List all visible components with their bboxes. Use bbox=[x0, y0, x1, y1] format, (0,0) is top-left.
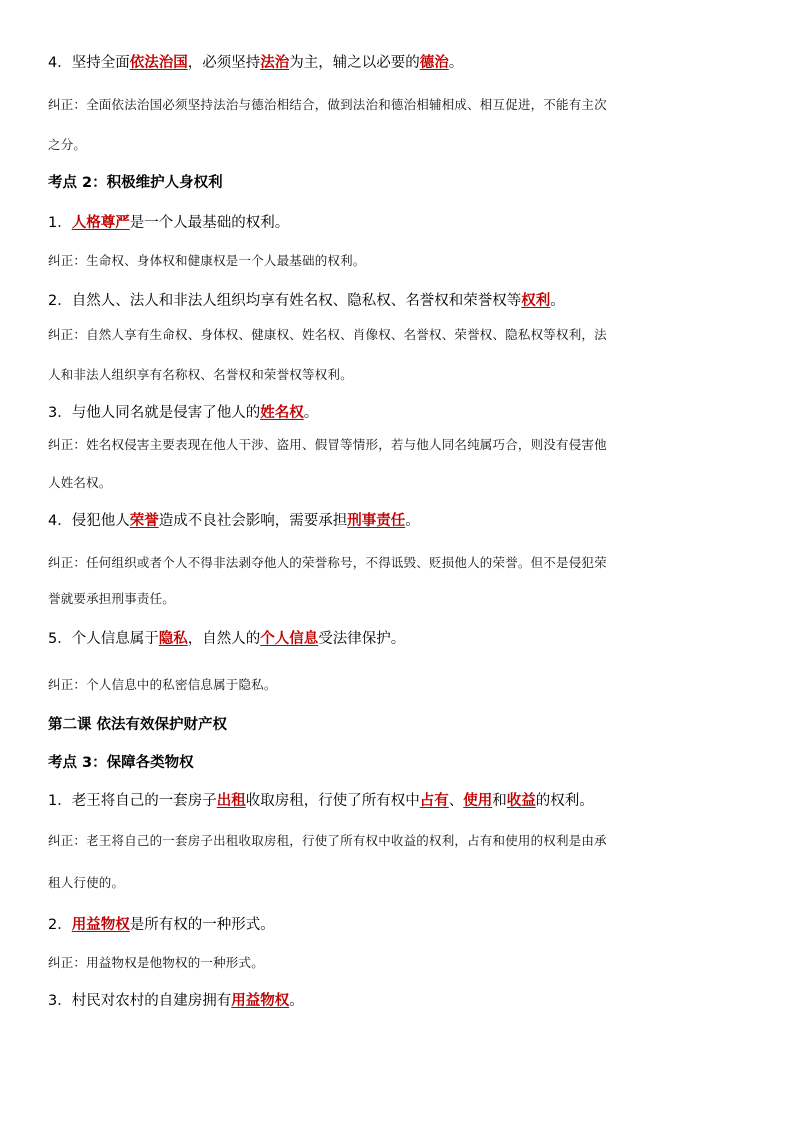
correction-line: 纠正：任何组织或者个人不得非法剥夺他人的荣誉称号，不得诋毁、贬损他人的荣誉。但不是侵犯荣 bbox=[48, 555, 607, 570]
statement-text: 4．坚持全面 bbox=[48, 55, 130, 71]
statement-text: 3．与他人同名就是侵害了他人的 bbox=[48, 405, 261, 421]
keyword-highlight: 姓名权 bbox=[260, 405, 304, 421]
keyword-highlight: 法治 bbox=[260, 55, 290, 71]
keyword-highlight: 隐私 bbox=[158, 631, 188, 647]
statement-text: 5．个人信息属于 bbox=[48, 631, 159, 647]
correction-line: 纠正：老王将自己的一套房子出租收取房租，行使了所有权中收益的权利，占有和使用的权利是由承 bbox=[48, 833, 607, 848]
keyword-highlight: 出租 bbox=[216, 793, 246, 809]
statement-text: 造成不良社会影响，需要承担 bbox=[158, 513, 348, 529]
statement-text: 是所有权的一种形式。 bbox=[129, 917, 275, 933]
statement-text: 收取房租，行使了所有权中 bbox=[245, 793, 420, 809]
keyword-highlight: 收益 bbox=[506, 793, 536, 809]
keyword-highlight: 权利 bbox=[521, 293, 551, 309]
statement-text: 。 bbox=[303, 405, 319, 421]
statement-text: 3．村民对农村的自建房拥有 bbox=[48, 993, 232, 1009]
correction-line: 纠正：全面依法治国必须坚持法治与德治相结合，做到法治和德治相辅相成、相互促进，不能有主次 bbox=[48, 97, 607, 112]
statement-text: 1． bbox=[48, 215, 72, 231]
correction-line: 纠正：姓名权侵害主要表现在他人干涉、盗用、假冒等情形，若与他人同名纯属巧合，则没有侵害他 bbox=[48, 437, 607, 452]
keyword-highlight: 用益物权 bbox=[231, 993, 290, 1009]
statement-text: 受法律保护。 bbox=[318, 631, 406, 647]
statement-text: 。 bbox=[405, 513, 420, 529]
keyword-highlight: 依法治国 bbox=[129, 55, 188, 71]
statement-text: 、 bbox=[448, 793, 464, 809]
keyword-highlight: 刑事责任 bbox=[347, 513, 406, 529]
correction-line: 纠正：个人信息中的私密信息属于隐私。 bbox=[48, 677, 277, 692]
statement-text: 。 bbox=[550, 293, 565, 309]
section-heading: 第二课 依法有效保护财产权 bbox=[48, 717, 228, 733]
statement-line bbox=[48, 990, 304, 1012]
correction-line: 人和非法人组织享有名称权、名誉权和荣誉权等权利。 bbox=[48, 367, 353, 382]
statement-text: 2．自然人、法人和非法人组织均享有姓名权、隐私权、名誉权和荣誉权等 bbox=[48, 293, 522, 309]
correction-line: 人姓名权。 bbox=[48, 475, 112, 490]
statement-line bbox=[48, 790, 594, 812]
statement-line bbox=[48, 402, 318, 424]
correction-line: 誉就要承担刑事责任。 bbox=[48, 591, 176, 606]
statement-line bbox=[48, 212, 289, 234]
statement-text: 4．侵犯他人 bbox=[48, 513, 130, 529]
statement-text: 1．老王将自己的一套房子 bbox=[48, 793, 217, 809]
keyword-highlight: 占有 bbox=[419, 793, 449, 809]
statement-text: 。 bbox=[448, 55, 464, 71]
correction-line: 纠正：生命权、身体权和健康权是一个人最基础的权利。 bbox=[48, 253, 366, 268]
keyword-highlight: 荣誉 bbox=[129, 513, 159, 529]
correction-line: 之分。 bbox=[48, 137, 87, 152]
correction-line: 纠正：用益物权是他物权的一种形式。 bbox=[48, 955, 264, 970]
keyword-highlight: 用益物权 bbox=[71, 917, 130, 933]
statement-text: 和 bbox=[492, 793, 507, 809]
keyword-highlight: 使用 bbox=[463, 793, 493, 809]
statement-line bbox=[48, 914, 275, 936]
statement-text: 为主，辅之以必要的 bbox=[289, 55, 420, 71]
statement-text: ，自然人的 bbox=[187, 631, 261, 647]
statement-line bbox=[48, 628, 405, 650]
statement-text: 。 bbox=[289, 993, 304, 1009]
statement-line bbox=[48, 52, 463, 74]
correction-line: 租人行使的。 bbox=[48, 875, 125, 890]
section-heading: 考点 2：积极维护人身权利 bbox=[48, 175, 223, 191]
correction-line: 纠正：自然人享有生命权、身体权、健康权、姓名权、肖像权、名誉权、荣誉权、隐私权等权利，法 bbox=[48, 327, 607, 342]
statement-text: 的权利。 bbox=[535, 793, 594, 809]
statement-text: 是一个人最基础的权利。 bbox=[129, 215, 290, 231]
section-heading: 考点 3：保障各类物权 bbox=[48, 755, 194, 771]
statement-line bbox=[48, 290, 565, 312]
keyword-highlight: 个人信息 bbox=[260, 631, 319, 647]
keyword-highlight: 人格尊严 bbox=[71, 215, 130, 231]
statement-text: 2． bbox=[48, 917, 72, 933]
statement-text: ，必须坚持 bbox=[187, 55, 261, 71]
statement-line bbox=[48, 510, 420, 532]
keyword-highlight: 德治 bbox=[419, 55, 449, 71]
